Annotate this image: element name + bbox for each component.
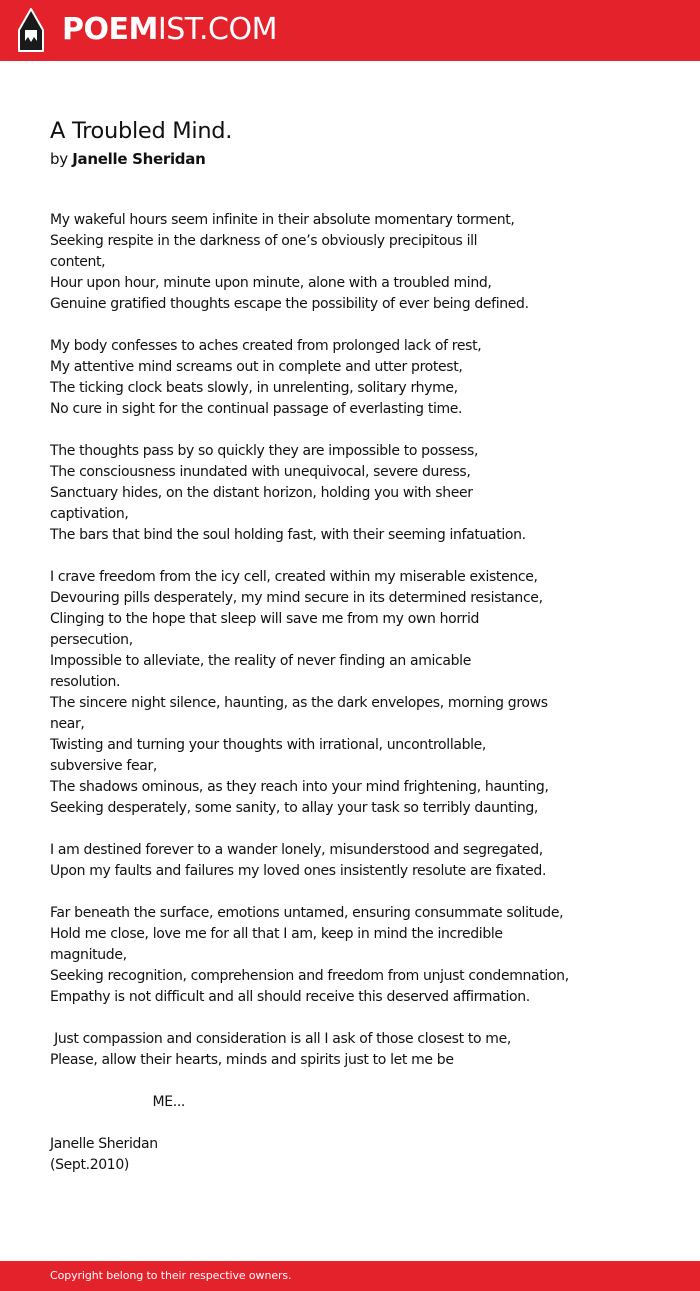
poem-line: Seeking desperately, some sanity, to allay your task so terribly daunting, — [50, 800, 539, 816]
stanza-break — [50, 1008, 650, 1029]
logo-wordmark — [62, 8, 277, 52]
poem-line: near, — [50, 716, 85, 732]
poem-title: A Troubled Mind. — [50, 118, 233, 144]
stanza-break — [50, 882, 650, 903]
poem-line: Hold me close, love me for all that I am, keep in mind the incredible — [50, 926, 503, 942]
site-footer — [0, 1261, 700, 1291]
poem-line: The ticking clock beats slowly, in unrelenting, solitary rhyme, — [50, 380, 458, 396]
stanza-break — [50, 546, 650, 567]
poem-line: My attentive mind screams out in complete and utter protest, — [50, 359, 463, 375]
poem-line: The sincere night silence, haunting, as the dark envelopes, morning grows — [50, 695, 548, 711]
poem-line: Impossible to alleviate, the reality of never finding an amicable — [50, 653, 471, 669]
poem-line: Seeking respite in the darkness of one’s obviously precipitous ill — [50, 233, 478, 249]
poem-line: My wakeful hours seem infinite in their absolute momentary torment, — [50, 212, 515, 228]
poem-line: Janelle Sheridan — [50, 1136, 158, 1152]
poem-line: I crave freedom from the icy cell, created within my miserable existence, — [50, 569, 538, 585]
poem-line: magnitude, — [50, 947, 127, 963]
site-logo[interactable] — [16, 8, 277, 52]
poem-line: Clinging to the hope that sleep will save me from my own horrid — [50, 611, 480, 627]
poem-line: The consciousness inundated with unequivocal, severe duress, — [50, 464, 471, 480]
pencil-tip-icon — [16, 8, 46, 52]
poem-line: persecution, — [50, 632, 133, 648]
stanza-break — [50, 819, 650, 840]
stanza-break — [50, 1113, 650, 1134]
logo-wordmark-light: IST.COM — [157, 12, 277, 47]
poem-line: Upon my faults and failures my loved ones insistently resolute are fixated. — [50, 863, 547, 879]
poem-line: Twisting and turning your thoughts with irrational, uncontrollable, — [50, 737, 487, 753]
poem-line: ME... — [50, 1094, 186, 1110]
poem-line: The thoughts pass by so quickly they are impossible to possess, — [50, 443, 479, 459]
poem-byline — [50, 148, 650, 170]
poem-line: content, — [50, 254, 106, 270]
poem-line: The bars that bind the soul holding fast, with their seeming infatuation. — [50, 527, 526, 543]
stanza-break — [50, 1071, 650, 1092]
poem-line: captivation, — [50, 506, 129, 522]
poem-content — [50, 114, 650, 1176]
stanza-break — [50, 315, 650, 336]
poem-line: Devouring pills desperately, my mind secure in its determined resistance, — [50, 590, 543, 606]
poem-line: Seeking recognition, comprehension and freedom from unjust condemnation, — [50, 968, 569, 984]
poem-line: My body confesses to aches created from prolonged lack of rest, — [50, 338, 482, 354]
poem-line: Hour upon hour, minute upon minute, alone with a troubled mind, — [50, 275, 492, 291]
poem-line: subversive fear, — [50, 758, 157, 774]
poem-body — [50, 210, 650, 1176]
byline-prefix: by — [50, 150, 68, 168]
site-header — [0, 0, 700, 61]
poem-line: No cure in sight for the continual passage of everlasting time. — [50, 401, 463, 417]
poem-line: Far beneath the surface, emotions untamed, ensuring consummate solitude, — [50, 905, 564, 921]
poem-line: (Sept.2010) — [50, 1157, 130, 1173]
poem-line: Genuine gratified thoughts escape the possibility of ever being defined. — [50, 296, 529, 312]
poem-line: resolution. — [50, 674, 121, 690]
poem-line: Sanctuary hides, on the distant horizon, holding you with sheer — [50, 485, 473, 501]
poem-line: Empathy is not difficult and all should receive this deserved affirmation. — [50, 989, 530, 1005]
poem-line: I am destined forever to a wander lonely, misunderstood and segregated, — [50, 842, 543, 858]
logo-wordmark-bold: POEM — [62, 12, 158, 47]
stanza-break — [50, 420, 650, 441]
copyright-notice: Copyright belong to their respective owners. — [50, 1269, 292, 1282]
poem-line: Just compassion and consideration is all I ask of those closest to me, — [50, 1031, 511, 1047]
poem-line: Please, allow their hearts, minds and spirits just to let me be — [50, 1052, 454, 1068]
poem-author[interactable]: Janelle Sheridan — [72, 150, 206, 168]
poem-line: The shadows ominous, as they reach into your mind frightening, haunting, — [50, 779, 549, 795]
